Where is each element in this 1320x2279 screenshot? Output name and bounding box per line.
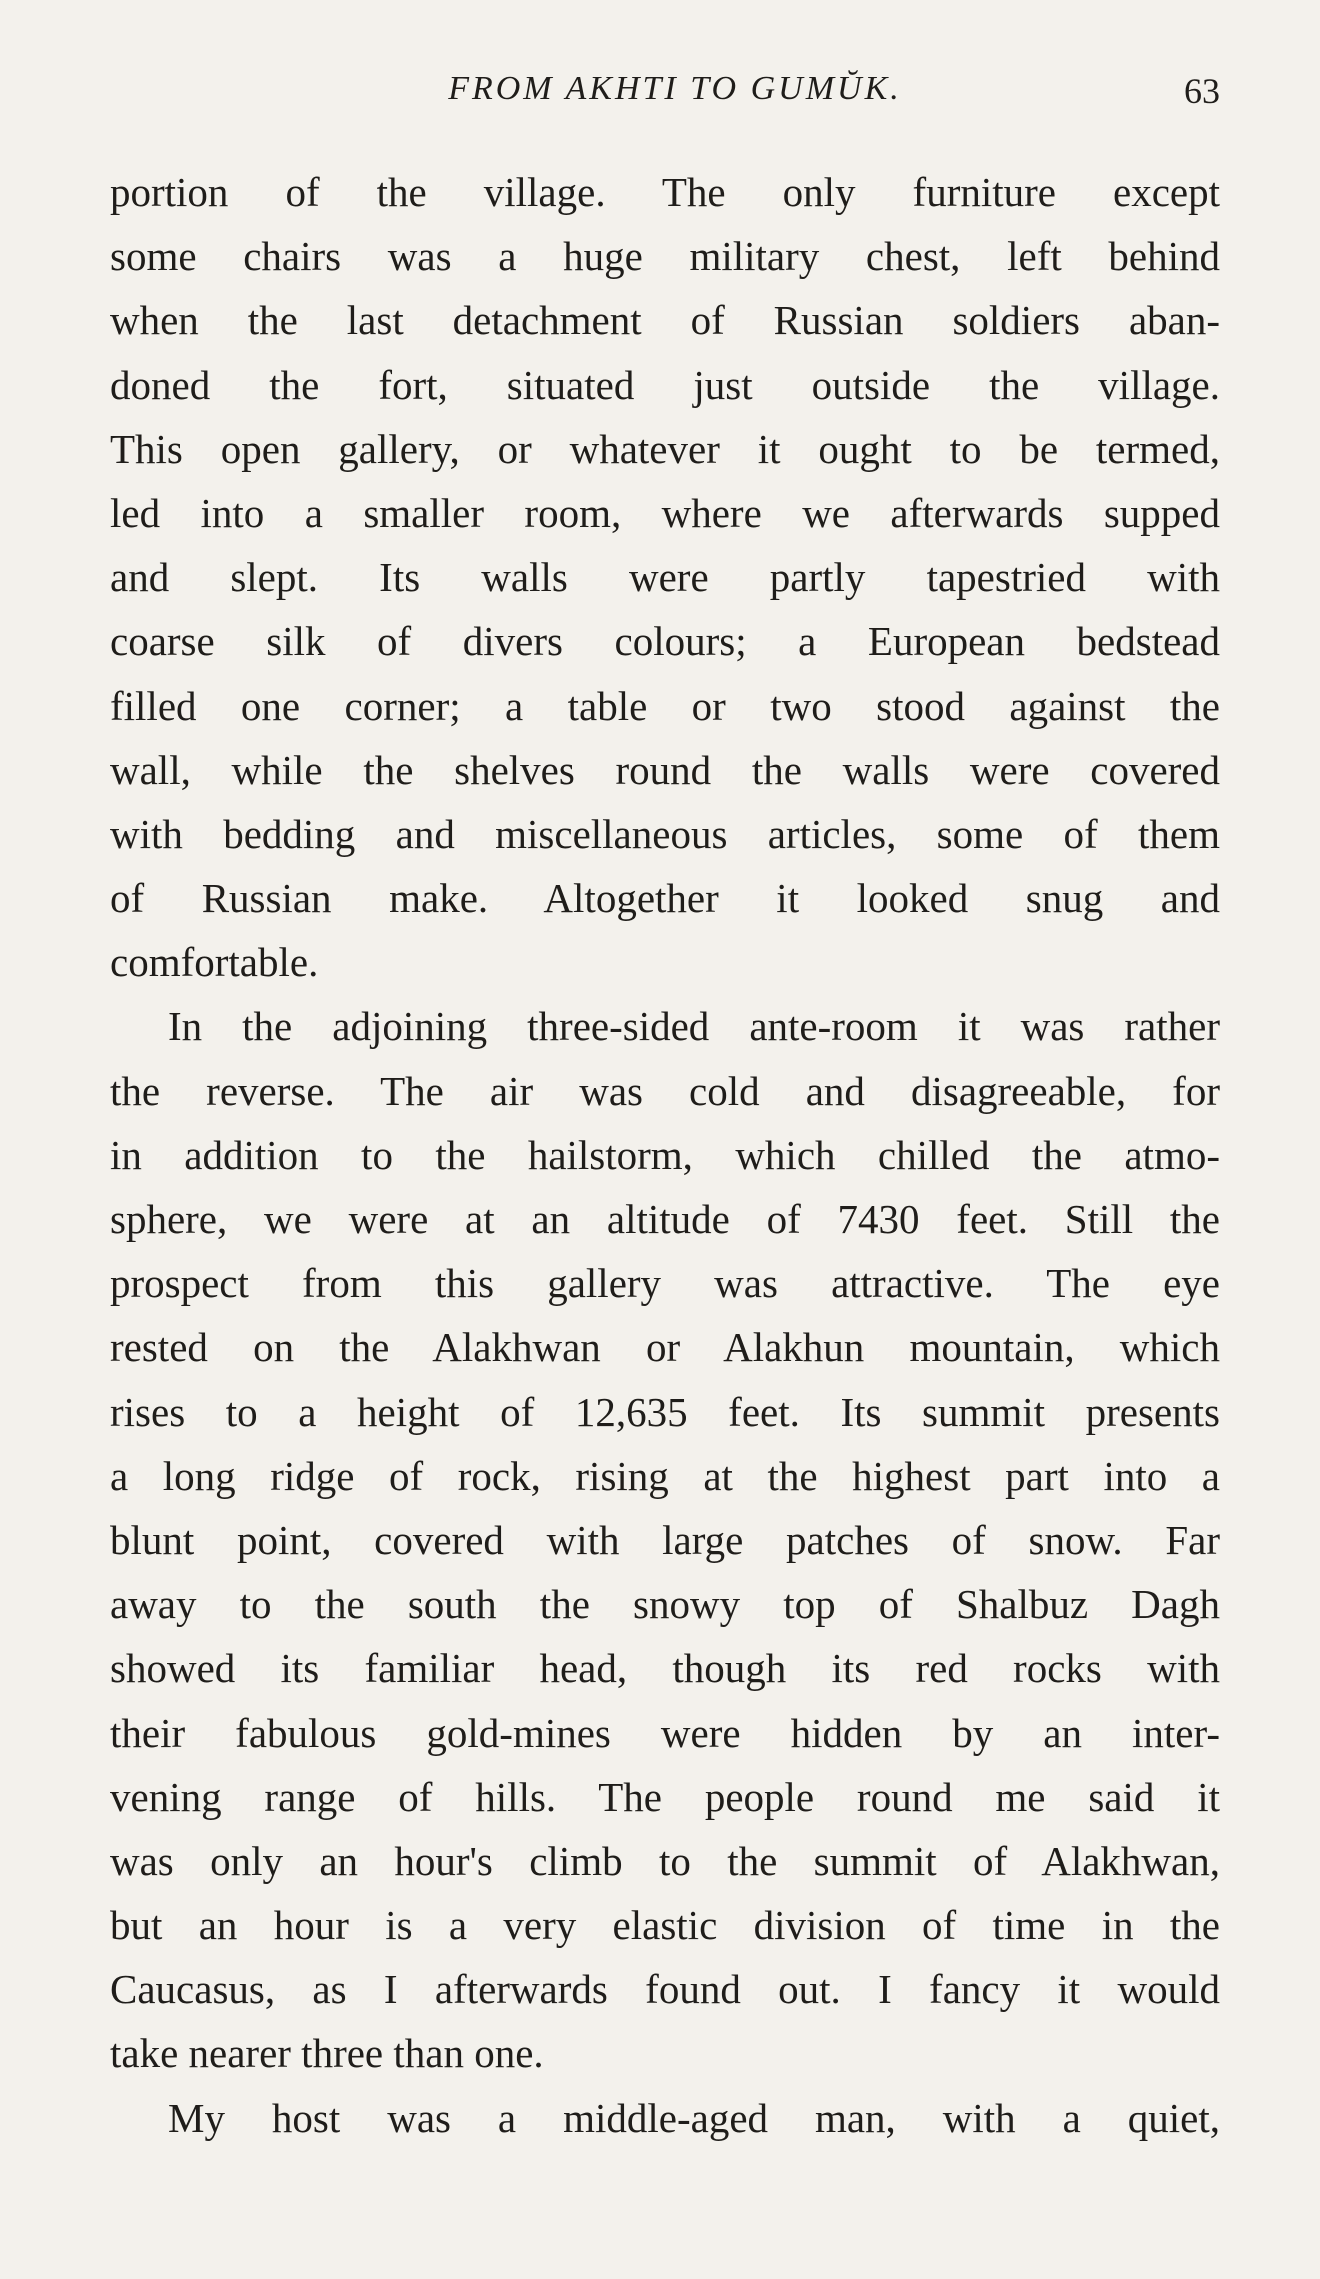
text-line: doned the fort, situated just outside the village. <box>110 361 1220 408</box>
text-line: of Russian make. Altogether it looked snug and <box>110 875 1220 922</box>
text-line: coarse silk of divers colours; a European bedstead <box>110 618 1220 665</box>
text-line: portion of the village. The only furniture except <box>110 169 1220 215</box>
text-line: blunt point, covered with large patches of snow. Far <box>110 1516 1220 1563</box>
text-line: Caucasus, as I afterwards found out. I fancy it would <box>110 1966 1220 2013</box>
text-line: their fabulous gold-mines were hidden by an inter- <box>110 1709 1220 1756</box>
text-line: showed its familiar head, though its red rocks with <box>110 1645 1220 1692</box>
text-line: rested on the Alakhwan or Alakhun mountain, which <box>110 1324 1220 1371</box>
text-line: in addition to the hailstorm, which chilled the atmo- <box>110 1131 1220 1178</box>
text-line: away to the south the snowy top of Shalbuz Dagh <box>110 1581 1220 1628</box>
text-line: filled one corner; a table or two stood against the <box>110 682 1220 729</box>
text-line: led into a smaller room, where we afterwards supped <box>110 489 1220 536</box>
text-line: prospect from this gallery was attractive. The eye <box>110 1260 1220 1307</box>
text-line: take nearer three than one. <box>110 2030 544 2077</box>
text-line: sphere, we were at an altitude of 7430 feet. Still the <box>110 1196 1220 1242</box>
text-line: when the last detachment of Russian soldiers aban- <box>110 297 1220 344</box>
text-line: was only an hour's climb to the summit of Alakhwan, <box>110 1837 1220 1884</box>
text-line: some chairs was a huge military chest, left behind <box>110 233 1220 280</box>
text-line: a long ridge of rock, rising at the highest part into a <box>110 1452 1220 1499</box>
page-header <box>110 70 1220 120</box>
text-line: comfortable. <box>110 939 319 986</box>
body-text <box>110 160 1220 2150</box>
text-line: the reverse. The air was cold and disagreeable, for <box>110 1067 1220 1114</box>
paragraph-first-line: In the adjoining three-sided ante-room it was rather <box>168 1003 1220 1050</box>
running-head: FROM AKHTI TO GUMŬK. <box>448 70 902 107</box>
paragraph-first-line: My host was a middle-aged man, with a quiet, <box>168 2094 1220 2141</box>
text-line: This open gallery, or whatever it ought to be termed, <box>110 425 1220 472</box>
page-number: 63 <box>1184 71 1220 111</box>
text-line: vening range of hills. The people round me said it <box>110 1773 1220 1820</box>
text-line: rises to a height of 12,635 feet. Its summit presents <box>110 1388 1220 1435</box>
text-line: but an hour is a very elastic division of time in the <box>110 1902 1220 1949</box>
text-line: and slept. Its walls were partly tapestried with <box>110 554 1220 601</box>
text-line: wall, while the shelves round the walls were covered <box>110 746 1220 793</box>
text-line: with bedding and miscellaneous articles, some of them <box>110 810 1220 857</box>
